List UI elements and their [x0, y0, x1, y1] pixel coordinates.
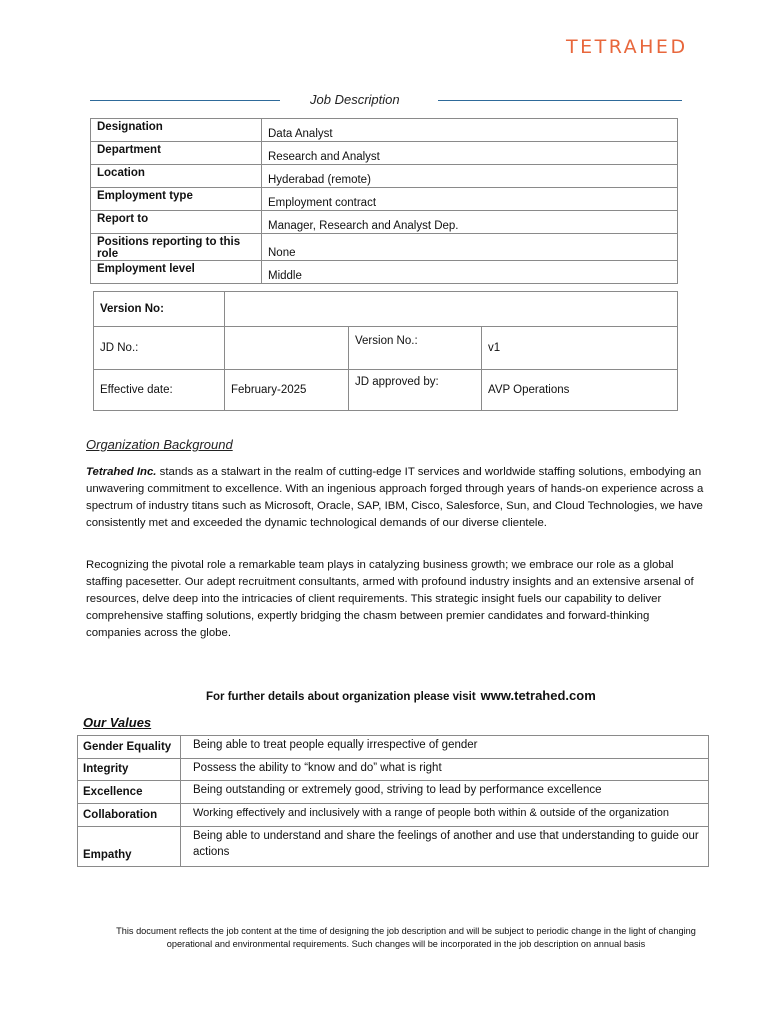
website-link[interactable]: www.tetrahed.com: [480, 688, 596, 703]
table-row: [91, 165, 678, 188]
org-background-paragraph-2: Recognizing the pivotal role a remarkable team plays in catalyzing business growth; we embrace our role as a global staffing pacesetter. Our adept recruitment consultants, armed with profound industry insights and an extensive arsenal of resources, delve deep into the intricacies of client requirements. This strategic insight fuels our capability to deliver comprehensive staffing solutions, expertly bridging the chasm between premier candidates and forward-thinking companies across the globe.: [86, 559, 694, 639]
values-table: [77, 735, 709, 867]
positions-reporting-value: None: [262, 234, 678, 261]
further-details-line: [206, 688, 596, 703]
report-to-value: Manager, Research and Analyst Dep.: [262, 211, 678, 234]
employment-type-label: Employment type: [91, 188, 262, 211]
values-heading: Our Values: [83, 715, 152, 730]
document-title: Job Description: [310, 92, 400, 107]
positions-reporting-label: Positions reporting to this role: [91, 234, 262, 261]
table-row: [91, 142, 678, 165]
version-no-label: Version No:: [94, 292, 225, 327]
value-desc-gender-equality: Being able to treat people equally irrespective of gender: [181, 736, 709, 759]
table-row: [78, 827, 709, 867]
value-name-collaboration: Collaboration: [78, 804, 181, 827]
department-value: Research and Analyst: [262, 142, 678, 165]
table-row: [78, 736, 709, 759]
table-row: [78, 804, 709, 827]
table-row: [78, 759, 709, 781]
jd-no-label: JD No.:: [94, 327, 225, 370]
effective-date-value: February-2025: [225, 370, 349, 411]
document-title-row: [88, 92, 682, 110]
employment-level-label: Employment level: [91, 261, 262, 284]
value-name-gender-equality: Gender Equality: [78, 736, 181, 759]
value-desc-collaboration: Working effectively and inclusively with a range of people both within & outside of the organization: [181, 804, 709, 827]
value-desc-integrity: Possess the ability to “know and do” what is right: [181, 759, 709, 781]
table-row: [91, 234, 678, 261]
table-row: [91, 211, 678, 234]
designation-value: Data Analyst: [262, 119, 678, 142]
company-name: Tetrahed Inc.: [86, 466, 157, 478]
employment-type-value: Employment contract: [262, 188, 678, 211]
further-details-text: For further details about organization please visit: [206, 691, 476, 703]
table-row: [91, 261, 678, 284]
company-logo: TETRAHED: [566, 36, 688, 58]
location-value: Hyderabad (remote): [262, 165, 678, 188]
version-table: [93, 291, 678, 411]
org-background-paragraph-1: [86, 464, 706, 532]
paragraph-1-text: stands as a stalwart in the realm of cutting-edge IT services and worldwide staffing solutions, embodying an unwavering commitment to excellence. With an ingenious approach forged through years of hands-on experience across a spectrum of industry titans such as Microsoft, Oracle, SAP, IBM, Cisco, Salesforce, Sun, and Cloud Technologies, we have consistently met and exceeded the dynamic technological demands of our diverse clientele.: [86, 466, 704, 529]
version-no-value: [225, 292, 678, 327]
effective-date-label: Effective date:: [94, 370, 225, 411]
version-value: v1: [482, 327, 678, 370]
department-label: Department: [91, 142, 262, 165]
jd-no-value: [225, 327, 349, 370]
table-row: [94, 327, 678, 370]
employment-level-value: Middle: [262, 261, 678, 284]
approved-by-label: JD approved by:: [349, 370, 482, 411]
footer-disclaimer: This document reflects the job content at the time of designing the job description and will be subject to periodic change in the light of changing operational and environmental requirements. Such changes will be incorporated in the job description on annual basis: [116, 926, 696, 949]
table-row: [91, 119, 678, 142]
table-row: [78, 781, 709, 804]
value-desc-excellence: Being outstanding or extremely good, striving to lead by performance excellence: [181, 781, 709, 804]
location-label: Location: [91, 165, 262, 188]
table-row: [94, 370, 678, 411]
title-rule-right: [438, 100, 682, 101]
table-row: [91, 188, 678, 211]
title-rule-left: [90, 100, 280, 101]
designation-label: Designation: [91, 119, 262, 142]
report-to-label: Report to: [91, 211, 262, 234]
value-name-empathy: Empathy: [78, 827, 181, 867]
value-name-excellence: Excellence: [78, 781, 181, 804]
table-row: [94, 292, 678, 327]
job-info-table: [90, 118, 678, 284]
value-name-integrity: Integrity: [78, 759, 181, 781]
approved-by-value: AVP Operations: [482, 370, 678, 411]
version-no-label-2: Version No.:: [349, 327, 482, 370]
org-background-heading: Organization Background: [86, 437, 233, 452]
value-desc-empathy: Being able to understand and share the feelings of another and use that understanding to guide our actions: [181, 827, 709, 867]
